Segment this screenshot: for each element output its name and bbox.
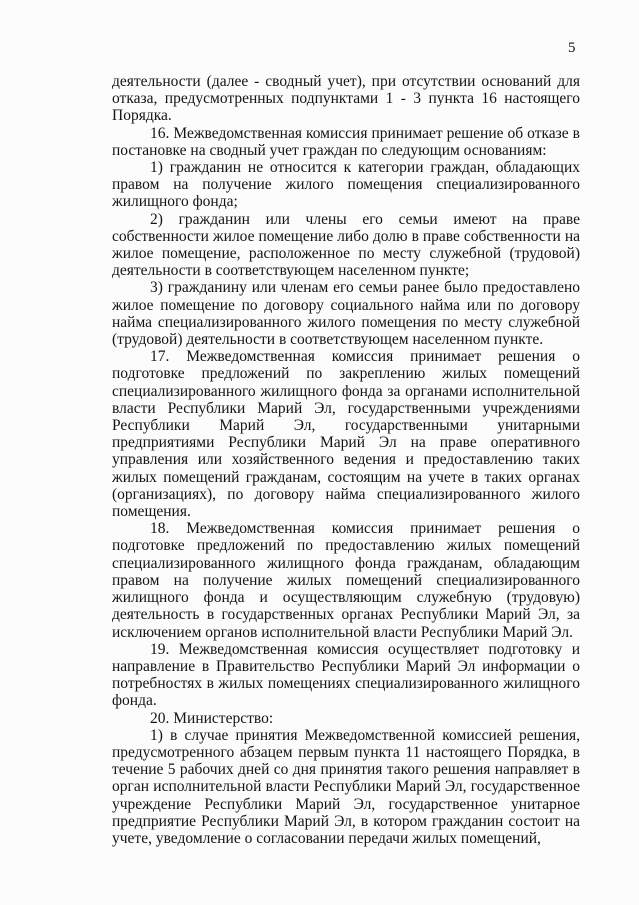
document-body [112,73,580,847]
paragraph-item-19: 19. Межведомственная комиссия осуществляет подготовку и направление в Правительство Республики Марий Эл информации о потребностях в жилых помещениях специализированного жилищного фонда. [112,640,580,710]
paragraph-item-20: 20. Министерство: [150,709,274,727]
paragraph-subitem-16-1: 1) гражданин не относится к категории граждан, обладающих правом на получение жилого помещения специализированного жилищного фонда; [112,159,580,211]
paragraph-subitem-20-1: 1) в случае принятия Межведомственной комиссией решения, предусмотренного абзацем первым пункта 11 настоящего Порядка, в течение 5 рабочих дней со дня принятия такого решения направляет в орган исполнительной власти Республики Марий Эл, государственное учреждение Республики Марий Эл, государственное унитарное предприятие Республики Марий Эл, в котором гражданин состоит на учете, уведомление о согласовании передачи жилых помещений, [112,726,580,847]
paragraph-subitem-16-2: 2) гражданин или члены его семьи имеют на праве собственности жилое помещение либо долю в праве собственности на жилое помещение, расположенное по месту служебной (трудовой) деятельности в соответствующем населенном пункте; [112,210,580,280]
paragraph-subitem-16-3: 3) гражданину или членам его семьи ранее было предоставлено жилое помещение по договору социального найма или по договору найма специализированного жилого помещения по месту служебной (трудовой) деятельности в соответствующем населенном пункте. [112,279,580,349]
page-number: 5 [568,40,576,56]
paragraph-item-18: 18. Межведомственная комиссия принимает решения о подготовке предложений по предоставлению жилых помещений специализированного жилищного фонда гражданам, обладающим правом на получение жилых помещений специализированного жилищного фонда и осуществляющим служебную (трудовую) деятельность в государственных органах Республики Марий Эл, за исключением органов исполнительной власти Республики Марий Эл. [112,520,580,641]
paragraph-item-16: 16. Межведомственная комиссия принимает решение об отказе в постановке на сводный учет граждан по следующим основаниям: [112,124,580,159]
paragraph-continuation: деятельности (далее - сводный учет), при отсутствии оснований для отказа, предусмотренных подпунктами 1 - 3 пункта 16 настоящего Порядка. [112,73,580,125]
paragraph-item-17: 17. Межведомственная комиссия принимает решения о подготовке предложений по закреплению жилых помещений специализированного жилищного фонда за органами исполнительной власти Республики Марий Эл, государственными учреждениями Республики Марий Эл, государственными унитарными предприятиями Республики Марий Эл на праве оперативного управления или хозяйственного ведения и предоставлению таких жилых помещений гражданам, состоящим на учете в таких органах (организациях), по договору найма специализированного жилого помещения. [112,348,580,521]
